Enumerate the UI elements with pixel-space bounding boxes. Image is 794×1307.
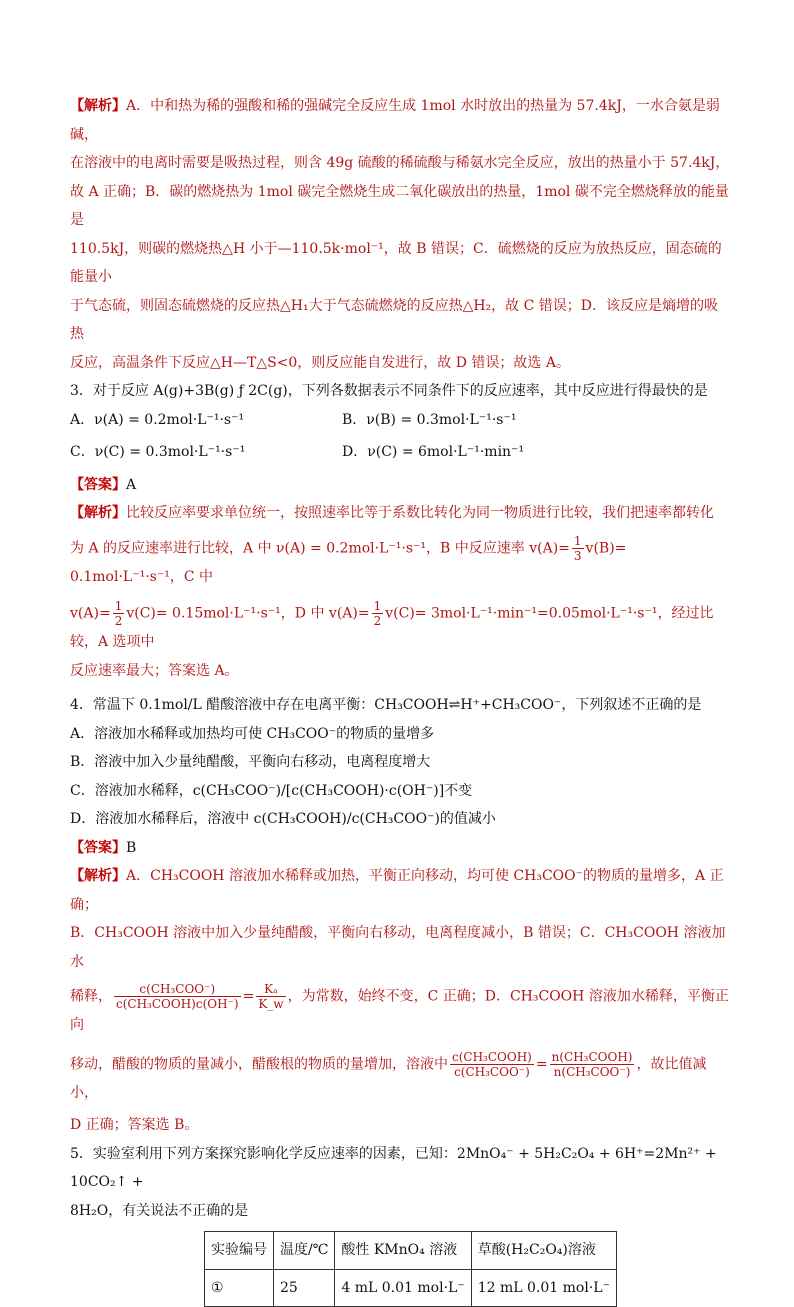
q3-options-row-2 [70,438,730,467]
q4-stem: 4．常温下 0.1mol/L 醋酸溶液中存在电离平衡：CH₃COOH⇌H⁺+CH₃COO⁻，下列叙述不正确的是 [70,697,702,713]
table-cell: ① [205,1269,274,1307]
q2-analysis-line-6: 反应，高温条件下反应△H—T△S<0，则反应能自发进行，故 D 错误；故选 A。 [70,354,570,371]
q4-analysis-line-4: 移动，醋酸的物质的量减小，醋酸根的物质的量增加，溶液中 $\frac{\text{c(CH₃COOH)}}{\text{c(CH₃COO⁻)}}$ = $\frac{\text{n(CH₃COOH)}}{\text{n(CH₃COO⁻)}}$ ，故比值减小， [70,1049,707,1101]
q2-analysis-line-5: 于气态硫，则固态硫燃烧的反应热△H₁大于气态硫燃烧的反应热△H₂，故 C 错误；D．该反应是熵增的吸热 [70,297,719,342]
table-header-cell: 酸性 KMnO₄ 溶液 [335,1232,471,1270]
table-header-cell: 实验编号 [205,1232,274,1270]
fraction-mol-ratio: $\frac{\text{n(CH₃COOH)}}{\text{n(CH₃COO⁻)}}$ [551,1049,633,1079]
q4-option-c: C．溶液加水稀释，c(CH₃COO⁻)/[c(CH₃COOH)·c(OH⁻)]不变 [70,782,473,799]
analysis-tag: 【解析】 [70,98,126,114]
q2-analysis-line-1: 【解析】A．中和热为稀的强酸和稀的强碱完全反应生成 1mol 水时放出的热量为 57.4kJ，一水合氨是弱碱， [70,98,720,143]
q3-option-b: B．ν(B) = 0.3mol·L⁻¹·s⁻¹ [342,411,517,428]
fraction-one-half: $\frac{1}{2}$ [114,599,123,628]
q3-options-row-1 [70,406,730,435]
fraction-one-half-d: $\frac{1}{2}$ [373,599,382,628]
fraction-ka-kw: $\frac{\text{Kₐ}}{K\_w}$ [258,982,284,1011]
table-header-cell: 温度/℃ [274,1232,335,1270]
q2-analysis-line-2: 在溶液中的电离时需要是吸热过程，则含 49g 硫酸的稀硫酸与稀氨水完全反应，放出的热量小于 57.4kJ， [70,155,730,171]
q4-option-d: D．溶液加水稀释后，溶液中 c(CH₃COOH)/c(CH₃COO⁻)的值减小 [70,811,496,827]
fraction-one-third: $\frac{1}{3}$ [573,533,582,563]
q3-option-a: A．ν(A) = 0.2mol·L⁻¹·s⁻¹ [70,411,245,428]
q3-option-c: C．ν(C) = 0.3mol·L⁻¹·s⁻¹ [70,444,246,460]
q4-analysis-line-3: 稀释， $\frac{\text{c(CH₃COO⁻)}}{\text{c(CH₃COOH)c(OH⁻)}}$ = $\frac{\text{Kₐ}}{K\_w}$ ，为常数，始终不变，C 正确；D．CH₃COOH 溶液加水稀释，平衡正向 [70,982,729,1033]
q5-stem-line-2: 8H₂O，有关说法不正确的是 [70,1202,249,1219]
fraction-acetate-ratio: $\frac{\text{c(CH₃COO⁻)}}{\text{c(CH₃COOH)c(OH⁻)}}$ [116,982,239,1011]
q2-analysis-line-4: 110.5kJ，则碳的燃烧热△H 小于—110.5k·mol⁻¹，故 B 错误；C．硫燃烧的反应为放热反应，固态硫的能量小 [70,240,722,285]
table-cell: 25 [274,1269,335,1307]
q3-analysis-line-2: 为 A 的反应速率进行比较，A 中 ν(A) = 0.2mol·L⁻¹·s⁻¹，B 中反应速率 v(A)= $\frac{1}{3}$ v(B)= 0.1mol·L⁻¹·s⁻¹，C 中 [70,533,627,585]
q3-stem: 3．对于反应 A(g)+3B(g) ƒ 2C(g)，下列各数据表示不同条件下的反应速率，其中反应进行得最快的是 [70,383,708,399]
q3-answer: 【答案】A [70,476,137,493]
q3-option-d: D．ν(C) = 6mol·L⁻¹·min⁻¹ [342,444,525,460]
q4-option-b: B．溶液中加入少量纯醋酸，平衡向右移动，电离程度增大 [70,754,431,770]
q4-analysis-line-2: B．CH₃COOH 溶液中加入少量纯醋酸，平衡向右移动，电离程度减小，B 错误；C．CH₃COOH 溶液加水 [70,925,726,970]
q2-analysis-line-3: 故 A 正确；B．碳的燃烧热为 1mol 碳完全燃烧生成二氧化碳放出的热量，1mol 碳不完全燃烧释放的能量是 [70,183,729,228]
table-row [205,1269,617,1307]
table-header-cell: 草酸(H₂C₂O₄)溶液 [471,1232,616,1270]
table-cell: 12 mL 0.01 mol·L⁻ [471,1269,616,1307]
fraction-conc-ratio: $\frac{\text{c(CH₃COOH)}}{\text{c(CH₃COO⁻)}}$ [452,1049,532,1079]
q4-analysis-line-1: 【解析】A．CH₃COOH 溶液加水稀释或加热，平衡正向移动，均可使 CH₃COO⁻的物质的量增多，A 正确； [70,868,724,913]
q3-analysis-line-4: 反应速率最大；答案选 A。 [70,662,239,679]
table-cell: 4 mL 0.01 mol·L⁻ [335,1269,471,1307]
q3-analysis-line-3: v(A)= $\frac{1}{2}$ v(C)= 0.15mol·L⁻¹·s⁻¹，D 中 v(A)= $\frac{1}{2}$ v(C)= 3mol·L⁻¹·min⁻¹=0.05mol·L⁻¹·s⁻¹，经过比较，A 选项中 [70,599,714,650]
q5-stem-line-1: 5．实验室利用下列方案探究影响化学反应速率的因素，已知：2MnO₄⁻ + 5H₂C₂O₄ + 6H⁺=2Mn²⁺ + 10CO₂↑ + [70,1145,717,1190]
q4-analysis-line-5: D 正确；答案选 B。 [70,1117,199,1133]
table-header-row [205,1232,617,1270]
q3-analysis-line-1: 【解析】比较反应率要求单位统一，按照速率比等于系数比转化为同一物质进行比较，我们把速率都转化 [70,505,714,521]
experiment-table [204,1231,617,1307]
q4-option-a: A．溶液加水稀释或加热均可使 CH₃COO⁻的物质的量增多 [70,725,435,742]
q4-answer: 【答案】B [70,839,137,856]
document-page [70,92,730,1307]
